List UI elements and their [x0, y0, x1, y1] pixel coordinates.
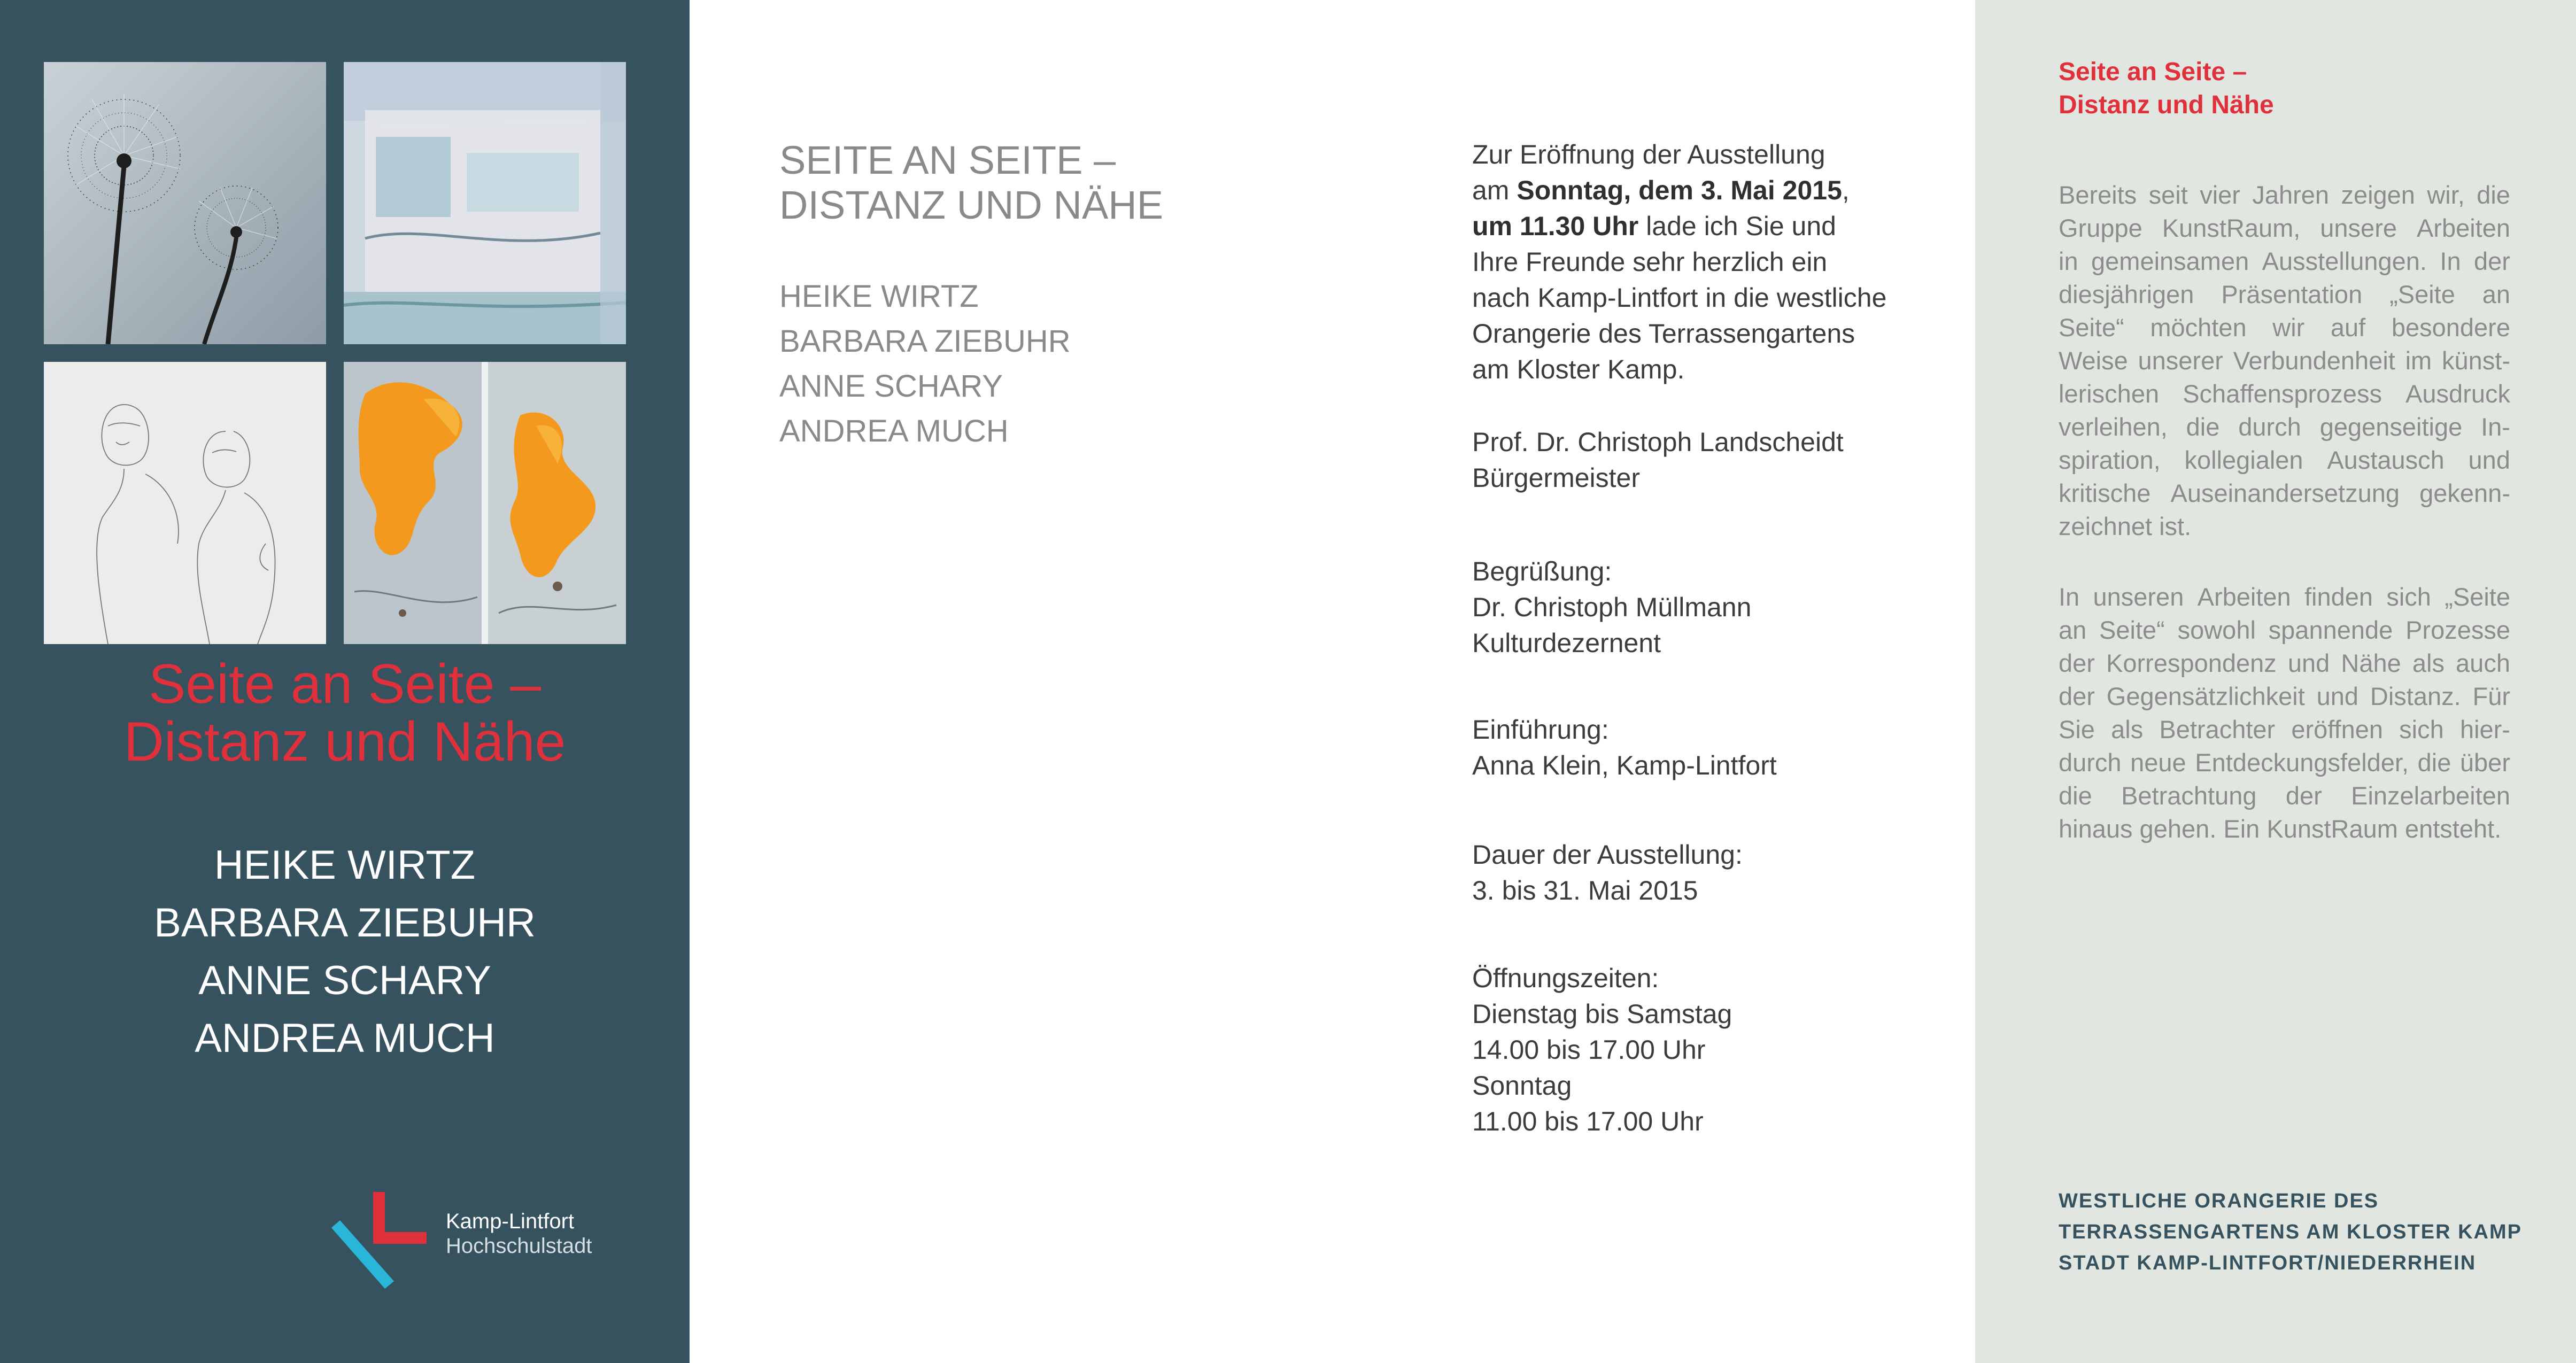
- opening-hours-line: 11.00 bis 17.00 Uhr: [1472, 1106, 1704, 1136]
- about-text-line: Bereits seit vier Jahren zeigen wir, die: [2059, 181, 2510, 209]
- about-text-line: diesjährigen Präsentation „Seite an: [2059, 280, 2510, 308]
- cover-title-line-1: Seite an Seite –: [148, 653, 541, 715]
- inside-artist: HEIKE WIRTZ: [779, 279, 979, 314]
- about-text-line: lerischen Schaffensprozess Ausdruck: [2059, 380, 2510, 408]
- invitation-line: Ihre Freunde sehr herzlich ein: [1472, 247, 1828, 277]
- mayor-signature: [1472, 424, 1844, 496]
- about-text-line: verleihen, die durch gegenseitige In-: [2059, 413, 2510, 441]
- logo-city-name: Kamp-Lintfort: [446, 1210, 575, 1233]
- about-text-line: Weise unserer Verbundenheit im künst-: [2059, 346, 2510, 375]
- opening-hours-heading: Öffnungszeiten:: [1472, 963, 1659, 993]
- about-paragraph-1: [2059, 179, 2510, 543]
- about-text-line: durch neue Entdeckungsfelder, die über: [2059, 748, 2510, 777]
- invitation-line: am Sonntag, dem 3. Mai 2015,: [1472, 175, 1850, 205]
- venue-address: [2059, 1186, 2522, 1279]
- artwork-dandelions: [44, 62, 326, 344]
- introduction-heading: Einführung:: [1472, 715, 1609, 745]
- opening-hours-line: 14.00 bis 17.00 Uhr: [1472, 1035, 1706, 1065]
- cover-artist: BARBARA ZIEBUHR: [154, 900, 536, 946]
- invitation-line: am Kloster Kamp.: [1472, 354, 1685, 384]
- city-logo-icon: [327, 1189, 434, 1291]
- inside-title-line-1: SEITE AN SEITE –: [779, 138, 1116, 182]
- cover-artist: ANDREA MUCH: [195, 1016, 495, 1061]
- about-paragraph-2: [2059, 580, 2510, 846]
- about-text-line: der Gegensätzlichkeit und Distanz. Für: [2059, 682, 2510, 710]
- about-text-line: hinaus gehen. Ein KunstRaum entsteht.: [2059, 815, 2502, 843]
- cover-artist: ANNE SCHARY: [198, 958, 491, 1003]
- artwork-orange-diptych: [344, 362, 626, 644]
- venue-line: WESTLICHE ORANGERIE DES: [2059, 1190, 2379, 1212]
- opening-date: Sonntag, dem 3. Mai 2015: [1517, 175, 1842, 205]
- inside-title-line-2: DISTANZ UND NÄHE: [779, 183, 1164, 227]
- inside-artist: BARBARA ZIEBUHR: [779, 324, 1071, 359]
- invitation-line: um 11.30 Uhr lade ich Sie und: [1472, 211, 1836, 241]
- artwork-blue-abstract: [344, 62, 626, 344]
- invitation-line: Orangerie des Terrassengartens: [1472, 319, 1855, 349]
- opening-time: um 11.30 Uhr: [1472, 211, 1639, 241]
- cover-artist-list: [0, 837, 690, 1067]
- opening-hours-line: Sonntag: [1472, 1071, 1572, 1101]
- venue-line: STADT KAMP-LINTFORT/NIEDERRHEIN: [2059, 1252, 2477, 1274]
- about-text-line: in gemeinsamen Ausstellungen. In der: [2059, 247, 2510, 275]
- greeting-section: [1472, 554, 1751, 661]
- inside-artist: ANDREA MUCH: [779, 414, 1009, 448]
- about-text-line: kritische Auseinandersetzung gekenn-: [2059, 479, 2510, 507]
- logo-city-subtitle: Hochschulstadt: [446, 1234, 592, 1258]
- about-text-line: die Betrachtung der Einzelarbeiten: [2059, 781, 2510, 810]
- introduction-section: [1472, 712, 1777, 784]
- venue-line: TERRASSENGARTENS AM KLOSTER KAMP: [2059, 1221, 2522, 1243]
- greeting-heading: Begrüßung:: [1472, 556, 1612, 586]
- mayor-name: Prof. Dr. Christoph Landscheidt: [1472, 427, 1844, 457]
- duration-heading: Dauer der Ausstellung:: [1472, 840, 1743, 870]
- about-title-line-1: Seite an Seite –: [2059, 58, 2247, 86]
- duration-dates: 3. bis 31. Mai 2015: [1472, 876, 1698, 905]
- about-text-line: an Seite“ sowohl spannende Prozesse: [2059, 616, 2510, 644]
- duration-section: [1472, 837, 1743, 909]
- about-text-line: zeichnet ist.: [2059, 512, 2192, 540]
- about-title-line-2: Distanz und Nähe: [2059, 91, 2274, 119]
- invitation-text: [1472, 137, 1886, 388]
- introduction-speaker: Anna Klein, Kamp-Lintfort: [1472, 750, 1777, 780]
- kamp-lintfort-logo: [327, 1189, 605, 1291]
- artwork-line-drawing-figures: [44, 362, 326, 644]
- cover-title-line-2: Distanz und Nähe: [123, 711, 566, 773]
- about-text-line: spiration, kollegialen Austausch und: [2059, 446, 2510, 474]
- inside-artist: ANNE SCHARY: [779, 369, 1003, 404]
- opening-hours-section: [1472, 961, 1732, 1140]
- cover-artist: HEIKE WIRTZ: [214, 842, 476, 888]
- about-text-line: Sie als Betrachter eröffnen sich hier-: [2059, 715, 2510, 744]
- mayor-role: Bürgermeister: [1472, 463, 1640, 493]
- about-text-line: In unseren Arbeiten finden sich „Seite: [2059, 583, 2510, 611]
- cover-panel: [0, 0, 690, 1363]
- invitation-line: Zur Eröffnung der Ausstellung: [1472, 140, 1825, 169]
- opening-hours-line: Dienstag bis Samstag: [1472, 999, 1732, 1029]
- greeting-role: Kulturdezernent: [1472, 628, 1661, 658]
- about-text-line: der Korrespondenz und Nähe als auch: [2059, 649, 2510, 677]
- about-text-line: Seite“ möchten wir auf besondere: [2059, 313, 2510, 342]
- invitation-line: nach Kamp-Lintfort in die westliche: [1472, 283, 1887, 313]
- about-text-line: Gruppe KunstRaum, unsere Arbeiten: [2059, 214, 2510, 242]
- inside-artist-list: [779, 274, 1071, 454]
- greeting-speaker: Dr. Christoph Müllmann: [1472, 592, 1752, 622]
